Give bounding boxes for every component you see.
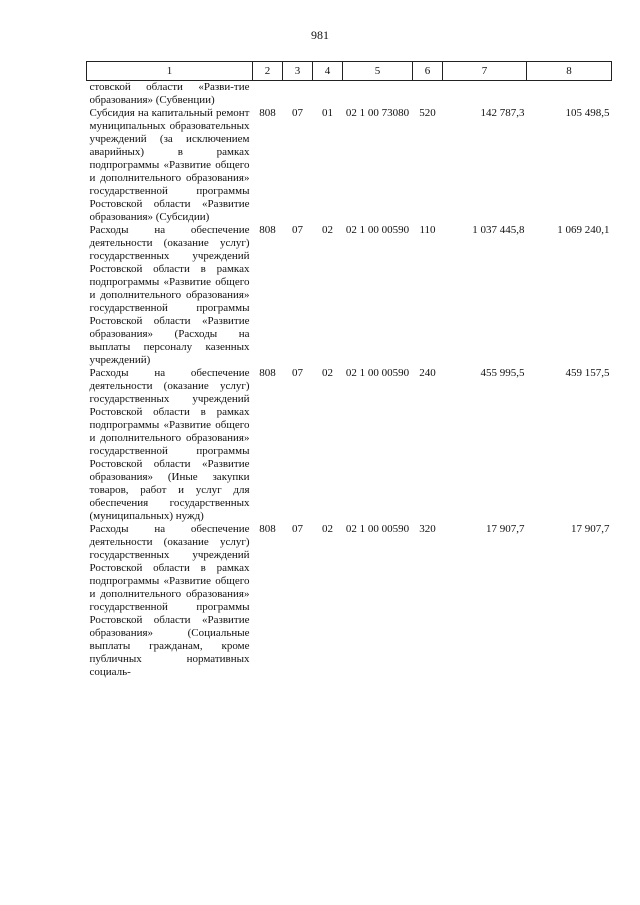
target-code [343, 81, 413, 108]
target-code: 02 1 00 00590 [345, 367, 410, 379]
table-row [87, 224, 612, 367]
amount-year-2: 17 907,7 [571, 523, 610, 535]
budget-table [86, 61, 612, 679]
ministry-code: 808 [259, 107, 276, 119]
expense-type-code: 240 [419, 367, 436, 379]
page-number: 981 [311, 28, 329, 42]
target-code: 02 1 00 00590 [345, 523, 410, 535]
amount-year-2 [527, 81, 612, 108]
expense-name: Субсидия на капитальный ремонт муниципальных образовательных учреждений (за исключением аварийных) в рамках подпрограммы «Развитие общего и дополнительного образования» государственной программы Ростовской области «Развитие образования» (Субсидии) [89, 107, 250, 223]
table-row [87, 107, 612, 224]
expense-type-code: 320 [419, 523, 436, 535]
amount-year-1 [443, 81, 527, 108]
amount-year-1: 455 995,5 [480, 367, 525, 379]
section-code: 07 [292, 107, 303, 119]
column-header-4: 4 [313, 62, 343, 81]
target-code: 02 1 00 00590 [345, 224, 410, 236]
subsection-code: 02 [322, 224, 333, 236]
amount-year-2: 105 498,5 [565, 107, 610, 119]
header-row [87, 62, 612, 81]
ministry-code [253, 81, 283, 108]
table-row [87, 81, 612, 108]
column-header-3: 3 [283, 62, 313, 81]
column-header-2: 2 [253, 62, 283, 81]
expense-name: Расходы на обеспечение деятельности (оказание услуг) государственных учреждений Ростовской области в рамках подпрограммы «Развитие общего и дополнительного образования» государственной программы Ростовской области «Развитие образования» (Иные закупки товаров, работ и услуг для обеспечения государственных (муниципальных) нужд) [89, 367, 250, 522]
ministry-code: 808 [259, 367, 276, 379]
amount-year-2: 459 157,5 [565, 367, 610, 379]
subsection-code [313, 81, 343, 108]
section-code: 07 [292, 367, 303, 379]
amount-year-1: 1 037 445,8 [472, 224, 525, 236]
column-header-6: 6 [413, 62, 443, 81]
target-code: 02 1 00 73080 [345, 107, 410, 119]
expense-type-code [413, 81, 443, 108]
amount-year-1: 142 787,3 [480, 107, 525, 119]
column-header-5: 5 [343, 62, 413, 81]
ministry-code: 808 [259, 523, 276, 535]
subsection-code: 02 [322, 523, 333, 535]
subsection-code: 02 [322, 367, 333, 379]
expense-type-code: 110 [419, 224, 436, 236]
section-code [283, 81, 313, 108]
expense-name: Расходы на обеспечение деятельности (оказание услуг) государственных учреждений Ростовской области в рамках подпрограммы «Развитие общего и дополнительного образования» государственной программы Ростовской области «Развитие образования» (Расходы на выплаты персоналу казенных учреждений) [89, 224, 250, 366]
subsection-code: 01 [322, 107, 333, 119]
column-header-7: 7 [443, 62, 527, 81]
table-row [87, 523, 612, 679]
column-header-8: 8 [527, 62, 612, 81]
amount-year-1: 17 907,7 [486, 523, 525, 535]
column-header-1: 1 [87, 62, 253, 81]
section-code: 07 [292, 224, 303, 236]
expense-name: Расходы на обеспечение деятельности (оказание услуг) государственных учреждений Ростовской области в рамках подпрограммы «Развитие общего и дополнительного образования» государственной программы Ростовской области «Развитие образования» (Социальные выплаты гражданам, кроме публичных нормативных социаль- [89, 523, 250, 678]
ministry-code: 808 [259, 224, 276, 236]
expense-name: стовской области «Разви-тие образования» (Субвенции) [89, 81, 250, 106]
expense-type-code: 520 [419, 107, 436, 119]
table-row [87, 367, 612, 523]
amount-year-2: 1 069 240,1 [557, 224, 610, 236]
section-code: 07 [292, 523, 303, 535]
